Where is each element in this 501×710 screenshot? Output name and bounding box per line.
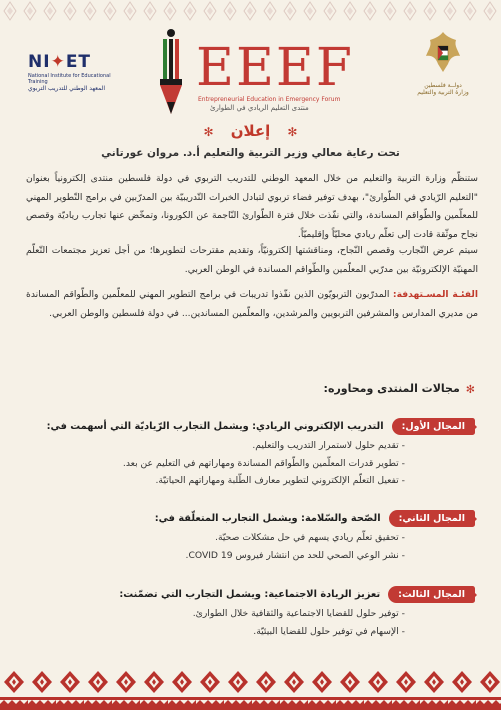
audience-paragraph [26,286,478,323]
goal-paragraph: سيتم عرض التّجارب وقصص النّجاح، ومناقشتها إلكترونيّاً، وتقديم مقترحات لتطويرها؛ من أجل تعزيز مجتمعات التّعلّم المهنيّة الإلكترونيّة بين مدرّبي المعلّمين والطّواقم المساندة في الوطن العربي. [26,245,478,275]
ministry-state: دولــة فلسطين [424,82,462,89]
intro-paragraph: ستنظّم وزارة التربية والتعليم من خلال المعهد الوطني للتدريب التربوي في دولة فلسطين منتدى إلكترونياً بعنوان "التعليم الرّيادي في الطّوارئ"، بهدف توفير فضاء تربوي لتبادل الخبرات التّدريبيّة بين المدرّبين في برامج التّطوير المهني للمعلّمين والطّواقم المساندة، والتي نفّذت خلال فترة الطّوارئ النّاجمة عن الكورونا، وتمخّض عنها تجارب رياديّة وقصص نجاح موثّقة قادت إلى تعلّم ريادي محليّاً وإقليميّاً. [26,173,478,240]
star-ornament-icon: ✻ [203,124,214,139]
embroidery-bottom-band-icon [0,668,501,710]
header [0,0,501,118]
audience-label: الفئـة المسـتهدفة: [392,289,478,300]
domain-2-tag: المجال الثاني: [389,510,475,527]
domain-3 [23,586,475,640]
list-item: - تطوير قدرات المعلّمين والطّواقم المساندة ومهاراتهم في التعليم عن بعد. [23,455,405,473]
list-item: - تفعيل التعلّم الإلكتروني لتطوير معارف الطّلبة ومهاراتهم الحياتيّة. [23,472,405,490]
ministry-logo [408,28,478,96]
eeef-wordmark: EEEF [196,38,354,98]
forum-domains-heading: ✻مجالات المنتدى ومحاوره: [323,382,475,396]
eeef-logo [150,26,360,116]
pencil-logo-icon [154,28,188,116]
list-item: - تحقيق تعلّم ريادي يسهم في حل مشكلات صحيّة. [23,529,405,547]
list-item: - تقديم حلول لاستمرار التدريب والتعليم. [23,437,405,455]
list-item: - الإسهام في توفير حلول للقضايا البيئيّة. [23,623,405,641]
announcement-title: إعلان [230,122,271,140]
list-item: - نشر الوعي الصحي للحد من انتشار فيروس COVID 19. [23,547,405,565]
domain-1-list [23,437,475,490]
announcement-title-row [0,121,501,140]
patronage-subtitle: تحت رعاية معالي وزير التربية والتعليم أ.د. مروان عورتاني [101,147,400,159]
list-item: - توفير حلول للقضايا الاجتماعية والثقافية خلال الطوارئ. [23,605,405,623]
eeef-arabic-name: منتدى التعليم الريادي في الطوارئ [210,104,309,112]
domain-1-title: التدريب الإلكتروني الريادي: ويشمل التجارب الرّياديّة التي أسهمت في: [46,421,384,432]
audience-text: المدرّبون التربويّون الذين نفّذوا تدريبات في برامج التطوير المهني للمعلّمين والطّواقم المساندة من مديري المدارس والمشرفين التربويين والمرشدين، والمعلّمين المساندين... في دولة فلسطين والوطن العربي. [26,289,478,319]
domain-2 [23,510,475,564]
star-ornament-icon: ✻ [465,382,475,396]
niet-logo [28,52,124,92]
domain-1 [23,418,475,490]
eagle-emblem-icon [422,28,464,76]
domain-1-tag: المجال الأول: [392,418,475,435]
domain-2-list [23,529,475,564]
niet-wordmark: NI✦ET [28,52,92,72]
domain-2-title: الصّحة والسّلامة: ويشمل التجارب المتعلّقة في: [154,513,381,524]
domain-3-tag: المجال الثالث: [388,586,475,603]
niet-subtitle-ar: المعهد الوطني للتدريب التربوي [28,85,105,92]
ministry-name: وزارة التربية والتعليم [417,89,469,96]
domain-3-title: تعزيز الريادة الاجتماعية: ويشمل التجارب التي تضمّنت: [119,589,381,600]
star-ornament-icon: ✻ [287,124,298,139]
domain-3-list [23,605,475,640]
eeef-english-name: Entrepreneurial Education in Emergency Forum [198,96,341,103]
niet-subtitle-en: National Institute for Educational Training [28,73,111,85]
